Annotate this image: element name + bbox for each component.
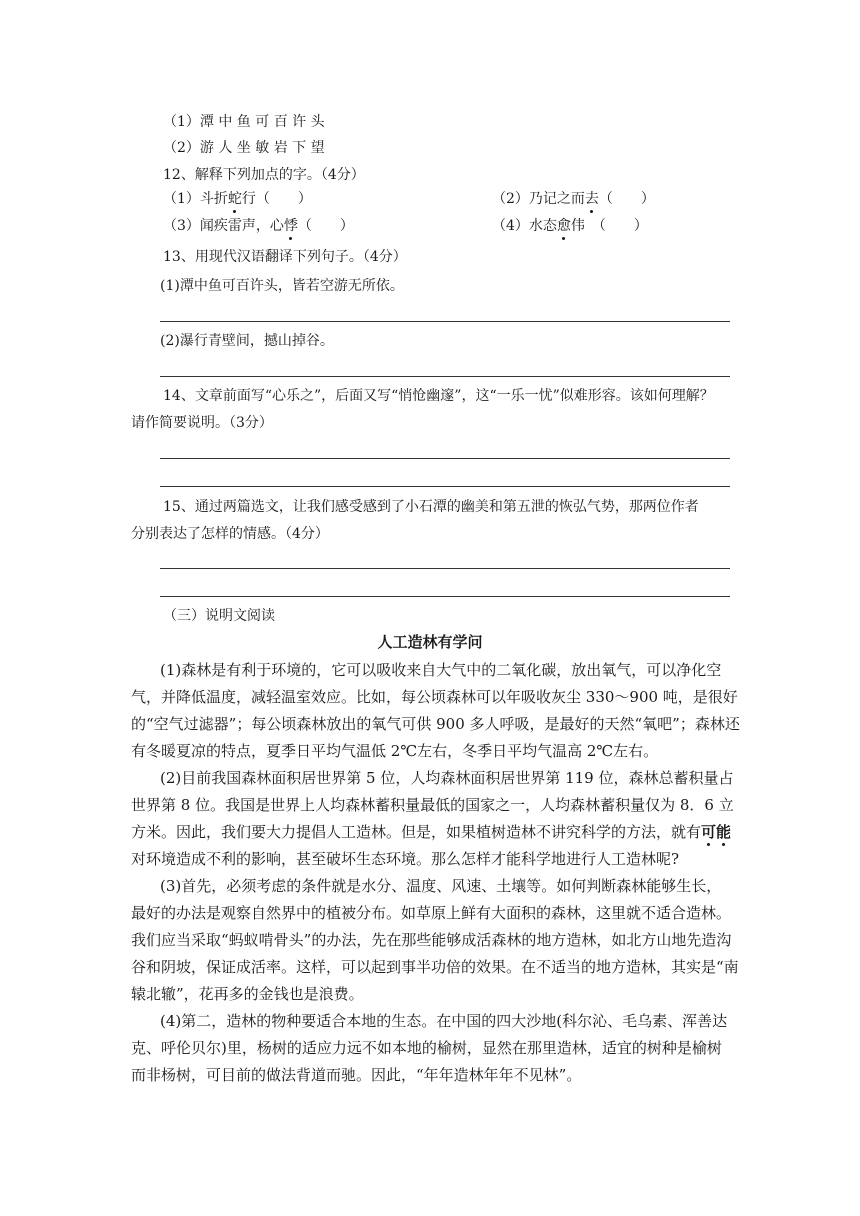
q12-item-3-dotted-char: 悸 [283, 218, 298, 234]
q13-heading: 13、用现代汉语翻译下列句子。（4分） [163, 249, 407, 265]
q13-sentence-1: (1)潭中鱼可百许头，皆若空游无所依。 [160, 278, 404, 294]
q12-item-4 [492, 216, 648, 236]
answer-line [160, 321, 730, 322]
q12-item-2-suffix: （ ） [598, 191, 655, 207]
answer-line [160, 596, 730, 597]
paragraph-3-line: 最好的办法是观察自然界中的植被分布。如草原上鲜有大面积的森林，这里就不适合造林。 [131, 904, 732, 922]
answer-line [160, 568, 730, 569]
paragraph-4-line: 克、呼伦贝尔)里，杨树的适应力远不如本地的榆树，显然在那里造林，适宜的树种是榆树 [131, 1039, 722, 1057]
q12-item-2-prefix: （2）乃记之而 [492, 191, 585, 207]
q11-item-2: （2）游 人 坐 敏 岩 下 望 [163, 140, 325, 156]
answer-line [160, 486, 730, 487]
paragraph-1-line: 气，并降低温度，减轻温室效应。比如，每公顷森林可以年吸收灰尘 330～900 吨，是很好 [131, 688, 738, 706]
q12-item-1-dotted-char: 蛇 [227, 191, 242, 207]
paragraph-3-line: (3)首先，必须考虑的条件就是水分、温度、风速、土壤等。如何判断森林能够生长， [160, 877, 722, 895]
q12-item-1 [163, 189, 312, 209]
q14-text-line-1: 14、文章前面写“心乐之”，后面又写“悄怆幽邃”，这“一乐一忧”似难形容。该如何理解？ [163, 388, 714, 404]
paragraph-1-line: (1)森林是有利于环境的，它可以吸收来自大气中的二氧化碳，放出氧气，可以净化空 [160, 661, 722, 679]
q13-sentence-2: (2)瀑行青壁间，撼山掉谷。 [160, 333, 334, 349]
paragraph-3-line: 我们应当采取“蚂蚁啃骨头”的办法，先在那些能够成活森林的地方造林，如北方山地先造沟 [131, 931, 732, 949]
article-title: 人工造林有学问 [377, 633, 483, 651]
q15-text-line-2: 分别表达了怎样的情感。（4分） [131, 526, 329, 542]
q12-item-3 [163, 216, 354, 236]
section-label: （三）说明文阅读 [163, 608, 275, 624]
q11-item-1: （1）潭 中 鱼 可 百 许 头 [163, 114, 325, 130]
q15-text-line-1: 15、通过两篇选文，让我们感受感到了小石潭的幽美和第五泄的恢弘气势，那两位作者 [163, 499, 699, 515]
paragraph-1-line: 的“空气过滤器”；每公顷森林放出的氧气可供 900 多人呼吸，是最好的天然“氧吧”；森林还 [131, 715, 740, 733]
q12-item-1-prefix: （1）斗折 [163, 191, 228, 207]
paragraph-4-line: 而非杨树，可目前的做法背道而驰。因此，“年年造林年年不见林”。 [131, 1066, 582, 1084]
q12-item-3-suffix: （ ） [297, 218, 354, 234]
q12-item-2-dotted-char: 去 [584, 191, 599, 207]
q12-item-4-dotted-char: 愈 [556, 218, 571, 234]
paragraph-3-line: 谷和阴坡，保证成活率。这样，可以起到事半功倍的效果。在不适当的地方造林，其实是“南 [131, 958, 739, 976]
q12-item-1-suffix: 行（ ） [241, 191, 312, 207]
paragraph-2-line: 世界第 8 位。我国是世界上人均森林蓄积量最低的国家之一，人均森林蓄积量仅为 8．6 立 [131, 796, 734, 814]
answer-line [160, 458, 730, 459]
answer-line [160, 376, 730, 377]
q14-text-line-2: 请作简要说明。（3分） [131, 415, 273, 431]
paragraph-2-line [131, 822, 731, 842]
paragraph-2-line: (2)目前我国森林面积居世界第 5 位，人均森林面积居世界第 119 位，森林总蓄积量占 [160, 769, 734, 787]
q12-heading: 12、解释下列加点的字。（4分） [163, 167, 365, 183]
paragraph-1-line: 有冬暖夏凉的特点，夏季日平均气温低 2℃左右，冬季日平均气温高 2℃左右。 [131, 742, 659, 760]
dotted-char: 可 [701, 823, 717, 841]
q12-item-2 [492, 189, 655, 209]
dotted-char: 能 [716, 823, 732, 841]
q12-item-4-prefix: （4）水态 [492, 218, 557, 234]
q12-item-3-prefix: （3）闻疾雷声，心 [163, 218, 284, 234]
q12-item-4-suffix: 伟 （ ） [570, 218, 648, 234]
paragraph-2-line: 对环境造成不利的影响，甚至破坏生态环境。那么怎样才能科学地进行人工造林呢? [131, 850, 680, 868]
paragraph-4-line: (4)第二，造林的物种要适合本地的生态。在中国的四大沙地(科尔沁、毛乌素、浑善达 [160, 1012, 728, 1030]
paragraph-2-line-3-text: 方米。因此，我们要大力提倡人工造林。但是，如果植树造林不讲究科学的方法，就有 [131, 823, 702, 841]
paragraph-3-line: 辕北辙”，花再多的金钱也是浪费。 [131, 985, 364, 1003]
